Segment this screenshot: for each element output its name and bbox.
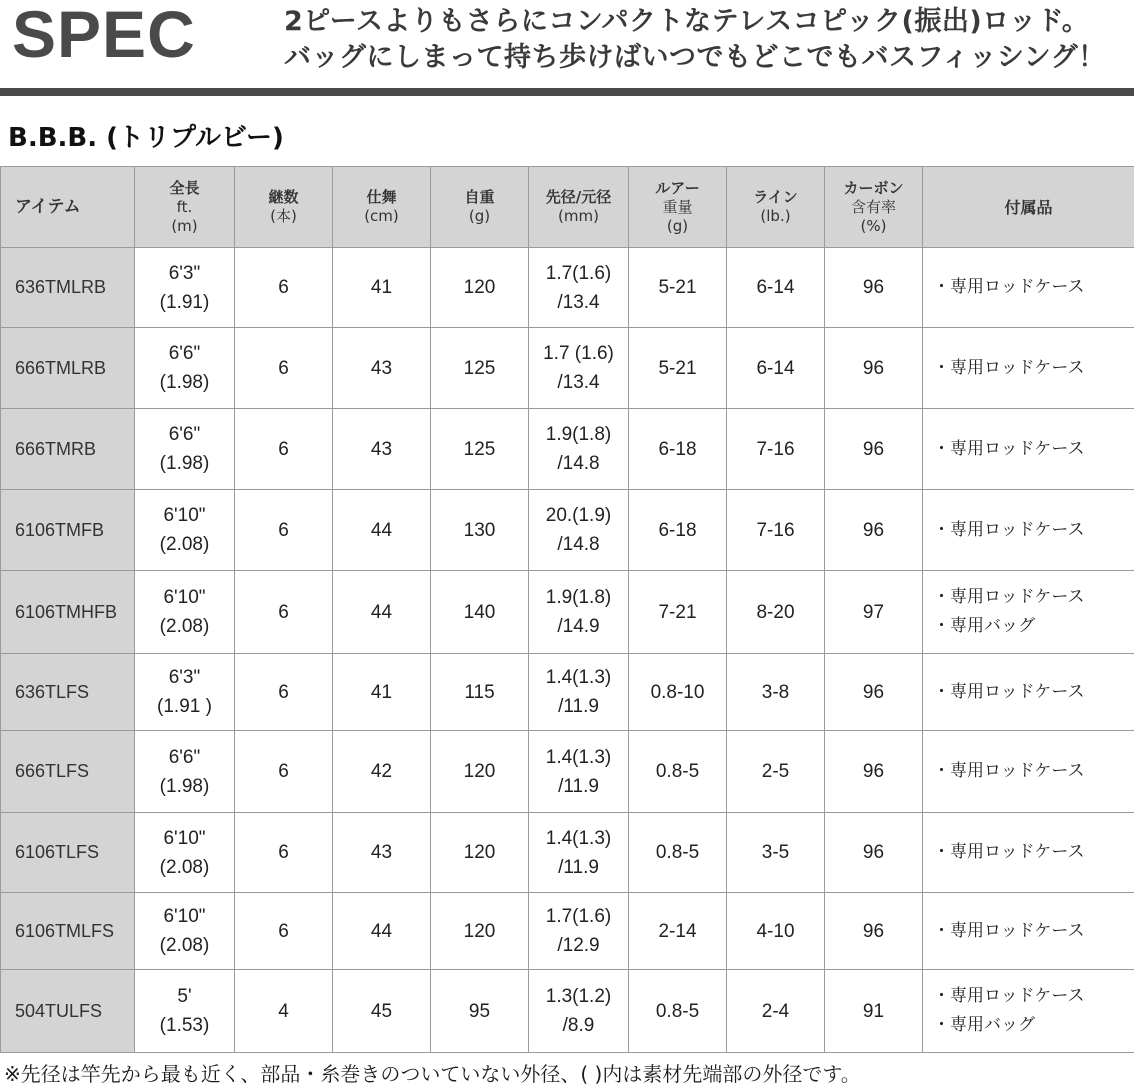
accessories-cell-line: ・専用ロッドケース xyxy=(933,920,1085,941)
closed-length-cell: 43 xyxy=(333,409,431,490)
carbon-cell: 96 xyxy=(825,328,923,409)
accessories-cell-line: ・専用バッグ xyxy=(933,1015,1035,1035)
accessories-cell xyxy=(923,893,1134,970)
diameter-cell-line: 1.7(1.6) xyxy=(545,262,612,284)
lure-weight-cell: 5-21 xyxy=(629,328,727,409)
carbon-cell: 96 xyxy=(825,409,923,490)
spec-table xyxy=(0,166,1134,1053)
line-cell: 2-4 xyxy=(727,970,825,1053)
weight-cell: 125 xyxy=(431,409,529,490)
accessories-cell-line: ・専用ロッドケース xyxy=(933,587,1085,607)
accessories-cell-line: ・専用ロッドケース xyxy=(933,519,1085,540)
item-cell: 6106TMFB xyxy=(1,490,135,571)
diameter-cell xyxy=(529,893,629,970)
weight-cell: 140 xyxy=(431,571,529,654)
line-cell: 3-5 xyxy=(727,813,825,893)
table-row xyxy=(1,893,1134,970)
diameter-cell xyxy=(529,248,629,328)
lure-weight-cell: 6-18 xyxy=(629,490,727,571)
column-header-text: 含有率 xyxy=(850,197,896,216)
column-header-text: (cm) xyxy=(364,207,399,225)
diameter-cell-line: /14.8 xyxy=(557,453,600,474)
carbon-cell: 91 xyxy=(825,970,923,1053)
sections-cell: 6 xyxy=(235,490,333,571)
sections-cell: 6 xyxy=(235,571,333,654)
length-cell-line: (1.98) xyxy=(159,453,210,474)
length-cell-line: 6'3" xyxy=(168,262,201,284)
accessories-cell-line: ・専用ロッドケース xyxy=(933,842,1085,862)
column-header-text: (g) xyxy=(666,216,689,235)
accessories-cell-line: ・専用ロッドケース xyxy=(933,357,1085,378)
column-header-text: 全長 xyxy=(169,178,200,197)
tagline-line-1: 2ピースよりもさらにコンパクトなテレスコピック(振出)ロッド。 xyxy=(284,6,1090,37)
table-row xyxy=(1,328,1134,409)
length-cell xyxy=(135,813,235,893)
lure-weight-cell: 5-21 xyxy=(629,248,727,328)
length-cell-line: (2.08) xyxy=(159,616,210,637)
column-header-text: アイテム xyxy=(15,196,81,217)
table-row xyxy=(1,654,1134,731)
column-header-weight xyxy=(431,167,529,248)
product-name: B.B.B. (トリプルビー) xyxy=(8,123,284,153)
diameter-cell xyxy=(529,571,629,654)
length-cell-line: 6'6" xyxy=(168,746,201,768)
line-cell: 6-14 xyxy=(727,248,825,328)
closed-length-cell: 42 xyxy=(333,731,431,813)
lure-weight-cell: 0.8-5 xyxy=(629,731,727,813)
tagline xyxy=(284,4,1106,76)
table-row xyxy=(1,571,1134,654)
diameter-cell xyxy=(529,813,629,893)
length-cell-line: 6'10" xyxy=(163,906,206,927)
length-cell-line: (1.53) xyxy=(159,1015,210,1036)
weight-cell: 130 xyxy=(431,490,529,571)
closed-length-cell: 41 xyxy=(333,654,431,731)
column-header-text: 付属品 xyxy=(1004,197,1053,217)
length-cell xyxy=(135,731,235,813)
accessories-cell-line: ・専用ロッドケース xyxy=(933,277,1085,297)
diameter-cell-line: 1.4(1.3) xyxy=(545,746,612,768)
header-divider xyxy=(0,88,1134,96)
line-cell: 4-10 xyxy=(727,893,825,970)
accessories-cell-line: ・専用ロッドケース xyxy=(933,681,1085,702)
length-cell xyxy=(135,970,235,1053)
weight-cell: 120 xyxy=(431,813,529,893)
column-header-text: (本) xyxy=(270,207,297,225)
sections-cell: 6 xyxy=(235,654,333,731)
accessories-cell xyxy=(923,409,1134,490)
length-cell-line: 6'10" xyxy=(163,827,206,849)
diameter-cell-line: 1.4(1.3) xyxy=(545,667,612,688)
length-cell-line: (1.91) xyxy=(159,291,210,313)
lure-weight-cell: 6-18 xyxy=(629,409,727,490)
diameter-cell-line: 1.7 (1.6) xyxy=(543,343,614,364)
diameter-cell-line: /13.4 xyxy=(557,291,600,313)
length-cell-line: (1.98) xyxy=(159,372,210,393)
column-header-length xyxy=(135,167,235,248)
length-cell xyxy=(135,654,235,731)
length-cell xyxy=(135,409,235,490)
item-cell: 6106TMHFB xyxy=(1,571,135,654)
column-header-closed xyxy=(333,167,431,248)
item-cell: 666TMLRB xyxy=(1,328,135,409)
accessories-cell xyxy=(923,970,1134,1053)
diameter-cell-line: 1.4(1.3) xyxy=(545,827,612,849)
carbon-cell: 96 xyxy=(825,893,923,970)
lure-weight-cell: 0.8-10 xyxy=(629,654,727,731)
column-header-item xyxy=(1,167,135,248)
accessories-cell xyxy=(923,571,1134,654)
diameter-cell xyxy=(529,328,629,409)
column-header-text: ft. xyxy=(176,197,193,216)
diameter-cell-line: /14.8 xyxy=(557,534,600,555)
column-header-diameter xyxy=(529,167,629,248)
diameter-cell-line: /13.4 xyxy=(557,372,600,393)
table-row xyxy=(1,490,1134,571)
weight-cell: 95 xyxy=(431,970,529,1053)
diameter-cell xyxy=(529,490,629,571)
accessories-cell-line: ・専用ロッドケース xyxy=(933,438,1085,459)
weight-cell: 120 xyxy=(431,248,529,328)
diameter-cell-line: /12.9 xyxy=(557,935,600,956)
column-header-text: 仕舞 xyxy=(366,188,397,206)
length-cell-line: 6'10" xyxy=(163,587,206,608)
column-header-text: ライン xyxy=(753,188,798,206)
diameter-cell xyxy=(529,731,629,813)
sections-cell: 6 xyxy=(235,248,333,328)
accessories-cell-line: ・専用ロッドケース xyxy=(933,986,1085,1006)
diameter-cell-line: /11.9 xyxy=(558,775,599,797)
length-cell-line: (2.08) xyxy=(159,534,210,555)
column-header-text: (lb.) xyxy=(760,207,791,225)
item-cell: 666TLFS xyxy=(1,731,135,813)
column-header-lure xyxy=(629,167,727,248)
accessories-cell xyxy=(923,813,1134,893)
column-header-text: 自重 xyxy=(464,188,495,206)
column-header-text: 重量 xyxy=(662,197,693,216)
spec-header xyxy=(0,0,1134,100)
tagline-line-2: バッグにしまって持ち歩けばいつでもどこでもバスフィッシング！ xyxy=(284,42,1106,73)
length-cell-line: (2.08) xyxy=(159,935,210,956)
line-cell: 2-5 xyxy=(727,731,825,813)
column-header-text: 継数 xyxy=(268,188,299,206)
carbon-cell: 96 xyxy=(825,490,923,571)
column-header-sections xyxy=(235,167,333,248)
diameter-cell-line: /14.9 xyxy=(557,616,600,637)
length-cell-line: (2.08) xyxy=(159,856,210,878)
closed-length-cell: 45 xyxy=(333,970,431,1053)
item-cell: 6106TLFS xyxy=(1,813,135,893)
length-cell-line: 6'3" xyxy=(168,667,201,688)
accessories-cell xyxy=(923,731,1134,813)
diameter-cell-line: 1.7(1.6) xyxy=(545,906,612,927)
diameter-cell xyxy=(529,409,629,490)
sections-cell: 4 xyxy=(235,970,333,1053)
closed-length-cell: 41 xyxy=(333,248,431,328)
length-cell-line: 6'6" xyxy=(168,343,201,364)
length-cell-line: 6'6" xyxy=(168,424,201,445)
item-cell: 636TLFS xyxy=(1,654,135,731)
column-header-text: (mm) xyxy=(558,207,599,225)
length-cell xyxy=(135,571,235,654)
closed-length-cell: 44 xyxy=(333,571,431,654)
closed-length-cell: 44 xyxy=(333,893,431,970)
diameter-cell-line: /11.9 xyxy=(558,696,599,717)
weight-cell: 120 xyxy=(431,893,529,970)
item-cell: 636TMLRB xyxy=(1,248,135,328)
column-header-accessories xyxy=(923,167,1134,248)
item-cell: 6106TMLFS xyxy=(1,893,135,970)
length-cell xyxy=(135,490,235,571)
carbon-cell: 96 xyxy=(825,731,923,813)
accessories-cell xyxy=(923,328,1134,409)
closed-length-cell: 43 xyxy=(333,813,431,893)
sections-cell: 6 xyxy=(235,893,333,970)
diameter-cell-line: 1.9(1.8) xyxy=(545,587,612,608)
length-cell xyxy=(135,248,235,328)
column-header-text: 先径/元径 xyxy=(545,188,612,206)
table-row xyxy=(1,248,1134,328)
carbon-cell: 96 xyxy=(825,654,923,731)
column-header-text: カーボン xyxy=(843,178,904,197)
weight-cell: 125 xyxy=(431,328,529,409)
length-cell-line: 6'10" xyxy=(163,505,206,526)
table-row xyxy=(1,409,1134,490)
column-header-text: (m) xyxy=(171,216,198,235)
sections-cell: 6 xyxy=(235,813,333,893)
lure-weight-cell: 7-21 xyxy=(629,571,727,654)
table-header-row xyxy=(1,167,1134,248)
table-row xyxy=(1,970,1134,1053)
lure-weight-cell: 2-14 xyxy=(629,893,727,970)
length-cell-line: (1.91 ) xyxy=(157,696,212,717)
item-cell: 504TULFS xyxy=(1,970,135,1053)
table-body xyxy=(1,248,1134,1053)
carbon-cell: 97 xyxy=(825,571,923,654)
footnote: ※先径は竿先から最も近く、部品・糸巻きのついていない外径、( )内は素材先端部の外径です。 xyxy=(4,1062,861,1086)
diameter-cell xyxy=(529,654,629,731)
closed-length-cell: 44 xyxy=(333,490,431,571)
weight-cell: 115 xyxy=(431,654,529,731)
accessories-cell-line: ・専用ロッドケース xyxy=(933,761,1085,781)
length-cell xyxy=(135,328,235,409)
line-cell: 3-8 xyxy=(727,654,825,731)
line-cell: 7-16 xyxy=(727,409,825,490)
diameter-cell-line: 1.3(1.2) xyxy=(545,986,612,1007)
table-row xyxy=(1,813,1134,893)
line-cell: 7-16 xyxy=(727,490,825,571)
accessories-cell xyxy=(923,248,1134,328)
length-cell-line: 5' xyxy=(177,986,192,1007)
diameter-cell xyxy=(529,970,629,1053)
lure-weight-cell: 0.8-5 xyxy=(629,970,727,1053)
diameter-cell-line: /8.9 xyxy=(562,1015,595,1036)
lure-weight-cell: 0.8-5 xyxy=(629,813,727,893)
sections-cell: 6 xyxy=(235,409,333,490)
line-cell: 6-14 xyxy=(727,328,825,409)
spec-title: SPEC xyxy=(12,0,196,71)
line-cell: 8-20 xyxy=(727,571,825,654)
accessories-cell-line: ・専用バッグ xyxy=(933,616,1035,636)
accessories-cell xyxy=(923,490,1134,571)
carbon-cell: 96 xyxy=(825,813,923,893)
column-header-text: (%) xyxy=(860,216,887,235)
column-header-text: ルアー xyxy=(655,178,700,197)
column-header-line xyxy=(727,167,825,248)
accessories-cell xyxy=(923,654,1134,731)
sections-cell: 6 xyxy=(235,328,333,409)
carbon-cell: 96 xyxy=(825,248,923,328)
column-header-carbon xyxy=(825,167,923,248)
diameter-cell-line: /11.9 xyxy=(558,856,599,878)
item-cell: 666TMRB xyxy=(1,409,135,490)
diameter-cell-line: 20.(1.9) xyxy=(545,505,612,526)
sections-cell: 6 xyxy=(235,731,333,813)
diameter-cell-line: 1.9(1.8) xyxy=(545,424,612,445)
column-header-text: (g) xyxy=(468,207,491,225)
closed-length-cell: 43 xyxy=(333,328,431,409)
length-cell xyxy=(135,893,235,970)
table-row xyxy=(1,731,1134,813)
length-cell-line: (1.98) xyxy=(159,775,210,797)
weight-cell: 120 xyxy=(431,731,529,813)
